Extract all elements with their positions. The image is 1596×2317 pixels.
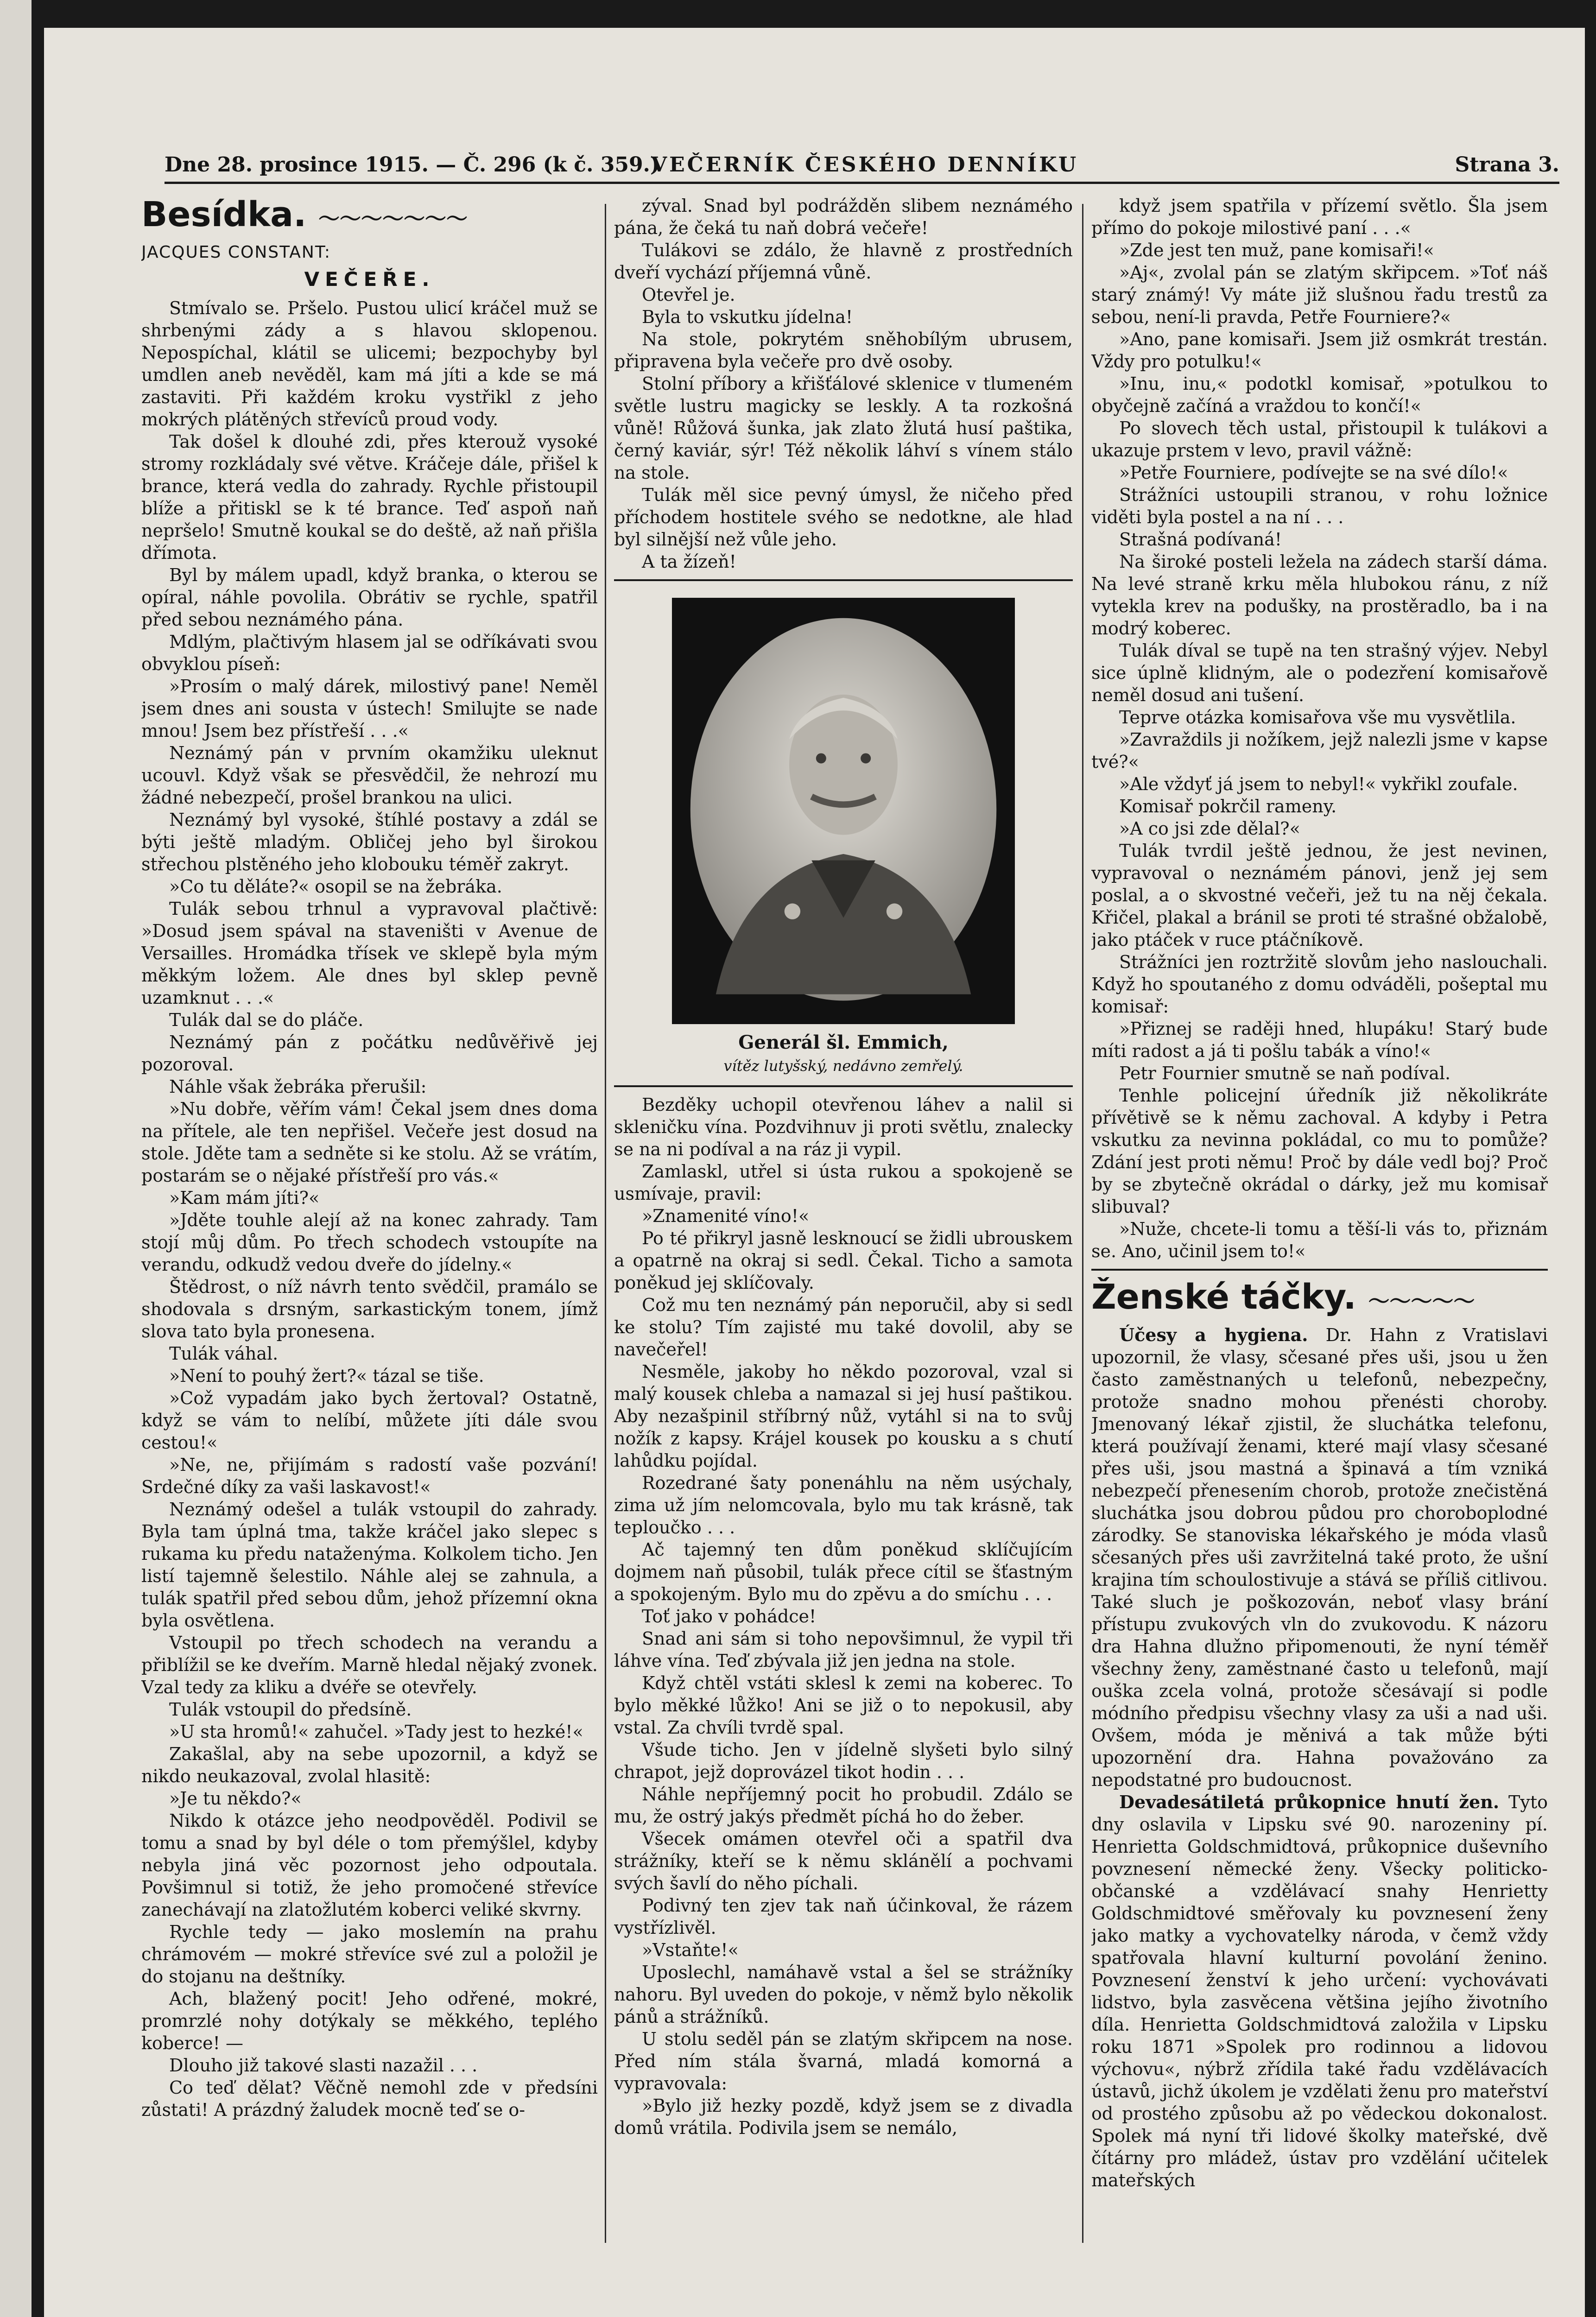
article-text: Tyto dny oslavila v Lipsku své 90. narozeniny pí. Henrietta Goldschmidtová, průkopnice duševního povznesení německé ženy. Všecky politicko-občanské a vzdělávací snahy Henrietty Goldschmidtové směřovaly ku povznesení ženy jako matky a vychovatelky národa, v čemž vždy spatřovala hlavní kulturní povolání ženino. Povznesení ženství k jeho určení: vychovávati lidstvo, byla zasvěcena většina jejího životního díla. Henrietta Goldschmidtová založila v Lipsku roku 1871 »Spolek pro rodinnou a lidovou výchovu«, nýbrž zřídila také řadu vzdělávacích ústavů, jichž úkolem je vzdělati ženu pro mateřství od prostého způsobu až po vědeckou dokonalost. Spolek má nyní tři lidové školky mateřské, dvě čítárny pro mládež, ústav pro vzdělání učitelek mateřských xyxy=(1091,1792,1548,2190)
story-paragraph: Vstoupil po třech schodech na verandu a přiblížil se ke dveřím. Marně hledal nějaký zvonek. Vzal tedy za kliku a dvéře se otevřely. xyxy=(141,1633,598,1697)
story-paragraph: Teprve otázka komisařova vše mu vysvětlila. xyxy=(1119,707,1516,728)
story-paragraph: »Petře Fourniere, podívejte se na své dílo!« xyxy=(1119,462,1508,483)
column-1 xyxy=(141,195,598,2257)
story-paragraph: Neznámý odešel a tulák vstoupil do zahrady. Byla tam úplná tma, takže kráčel jako slepec s rukama ku předu nataženýma. Kolkolem ticho. Jen listí tajemně šelestilo. Náhle alej se zahnula, a tulák spatřil před sebou dům, jehož přízemní okna byla osvětlena. xyxy=(141,1499,598,1631)
portrait-figure xyxy=(614,598,1073,1077)
story-paragraph: Všude ticho. Jen v jídelně slyšeti bylo silný chrapot, jejž doprovázel tikot hodin . . . xyxy=(614,1740,1073,1782)
story-paragraph: Otevřel je. xyxy=(642,285,735,305)
story-paragraph: »Co tu děláte?« osopil se na žebráka. xyxy=(169,876,502,897)
story-paragraph: Nesměle, jakoby ho někdo pozoroval, vzal si malý kousek chleba a namazal si jej husí paštikou. Aby nezašpinil stříbrný nůž, vytáhl si na to svůj nožík z kapsy. Krájel kousek po kousku a s chutí lahůdku pojídal. xyxy=(614,1361,1073,1471)
story-paragraph: Zakašlal, aby na sebe upozornil, a když se nikdo neukazoval, zvolal hlasitě: xyxy=(141,1744,598,1786)
story-paragraph: Tak došel k dlouhé zdi, přes kterouž vysoké stromy rozkládaly své větve. Kráčeje dále, přišel k brance, která vedla do zahrady. Rychle přistoupil blíže a přitiskl se k té brance. Teď aspoň naň nepršelo! Smutně koukal se do deště, až naň přišla dřímota. xyxy=(141,431,598,563)
story-paragraph: »Kam mám jíti?« xyxy=(169,1188,320,1208)
story-paragraph: Tulákovi se zdálo, že hlavně z prostředních dveří vychází příjemná vůně. xyxy=(614,240,1073,283)
rubric-ornament: ～～～～～ xyxy=(1368,1289,1475,1314)
zenske-rubric xyxy=(1091,1277,1548,1321)
running-header xyxy=(165,149,1559,184)
story-paragraph: »Je tu někdo?« xyxy=(169,1788,302,1809)
story-paragraph: zýval. Snad byl podrážděn slibem neznámého pána, že čeká tu naň dobrá večeře! xyxy=(614,196,1073,238)
story-paragraph: Zamlaskl, utřel si ústa rukou a spokojeně se usmívaje, pravil: xyxy=(614,1161,1073,1204)
general-portrait-image xyxy=(684,610,1003,1012)
story-paragraph: Po té přikryl jasně lesknoucí se židli ubrouskem a opatrně na okraj si sedl. Čekal. Ticho a samota poněkud jej sklíčovaly. xyxy=(614,1228,1073,1293)
story-paragraph: Dlouho již takové slasti nazažil . . . xyxy=(169,2055,478,2076)
story-paragraph: »Bylo již hezky pozdě, když jsem se z divadla domů vrátila. Podivila jsem se nemálo, xyxy=(614,2095,1073,2138)
story-paragraph: Což mu ten neznámý pán neporučil, aby si sedl ke stolu? Tím zajisté mu také dovolil, aby se navečeřel! xyxy=(614,1295,1073,1360)
story-paragraph: Toť jako v pohádce! xyxy=(642,1606,817,1627)
story-paragraph: »Zavraždils ji nožíkem, jejž nalezli jsme v kapse tvé?« xyxy=(1091,729,1548,772)
story-paragraph: Náhle nepříjemný pocit ho probudil. Zdálo se mu, že ostrý jakýs předmět píchá ho do žeber. xyxy=(614,1784,1073,1827)
column-2 xyxy=(614,195,1073,2257)
story-paragraph: Snad ani sám si toho nepovšimnul, že vypil tři láhve vína. Teď zbývala již jen jedna na stole. xyxy=(614,1628,1073,1671)
story-title: VEČEŘE. xyxy=(304,268,435,291)
story-paragraph: Tulák tvrdil ještě jednou, že jest nevinen, vypravoval o neznámém pánovi, jenž jej sem poslal, a o skvostné večeři, jež tu na něj čekala. Křičel, plakal a bránil se proti té strašné obžalobě, jako ptáček v ruce ptáčníkově. xyxy=(1091,841,1548,950)
story-body-col2-top xyxy=(614,195,1073,573)
story-paragraph: Neznámý pán z počátku nedůvěřivě jej pozoroval. xyxy=(141,1032,598,1075)
rubric-title: Besídka. xyxy=(141,195,307,234)
story-paragraph: »Zde jest ten muž, pane komisaři!« xyxy=(1119,240,1434,260)
story-paragraph: U stolu seděl pán se zlatým skřipcem na nose. Před ním stála švarná, mladá komorná a vypravovala: xyxy=(614,2029,1073,2094)
section-rule xyxy=(614,579,1073,581)
story-paragraph: Tulák měl sice pevný úmysl, že ničeho před příchodem hostitele svého se nedotkne, ale hlad byl silnější než vůle jeho. xyxy=(614,485,1073,550)
article-paragraph xyxy=(1091,1791,1548,2191)
story-paragraph: »Znamenité víno!« xyxy=(642,1206,810,1226)
story-paragraph: Mdlým, plačtivým hlasem jal se odříkávati svou obvyklou píseň: xyxy=(141,632,598,674)
story-paragraph: Rozedrané šaty ponenáhlu na něm usýchaly, zima už jím nelomcovala, bylo mu tak krásně, tak teploučko . . . xyxy=(614,1473,1073,1538)
story-paragraph: »Není to pouhý žert?« tázal se tiše. xyxy=(169,1366,484,1386)
column-3 xyxy=(1091,195,1548,2257)
story-paragraph: Neznámý byl vysoké, štíhlé postavy a zdál se býti ještě mladým. Obličej jeho byl širokou střechou plstěného jeho klobouku téměř zakryt. xyxy=(141,810,598,874)
story-body-col3 xyxy=(1091,195,1548,1262)
story-paragraph: Neznámý pán v prvním okamžiku uleknut ucouvl. Když však se přesvědčil, že nehrozí mu žádné nebezpečí, prošel brankou na ulici. xyxy=(141,743,598,808)
story-paragraph: Petr Fournier smutně se naň podíval. xyxy=(1119,1063,1451,1083)
story-paragraph: Podivný ten zjev tak naň účinkoval, že rázem vystřízlivěl. xyxy=(614,1895,1073,1938)
story-paragraph: Strašná podívaná! xyxy=(1119,529,1282,550)
story-paragraph: A ta žízeň! xyxy=(642,551,736,572)
story-paragraph: Uposlechl, namáhavě vstal a šel se strážníky nahoru. Byl uveden do pokoje, v němž bylo několik pánů a strážníků. xyxy=(614,1962,1073,2027)
story-paragraph: Tulák váhal. xyxy=(169,1343,279,1364)
story-paragraph: »Ne, ne, přijímám s radostí vaše pozvání! Srdečné díky za vaši laskavost!« xyxy=(141,1455,598,1497)
issue-date: Dne 28. prosince 1915. — Č. 296 (k č. 359.) xyxy=(165,153,660,177)
portrait-caption: Generál šl. Emmich, xyxy=(738,1032,949,1053)
story-paragraph: Strážníci jen roztržitě slovům jeho naslouchali. Když ho spoutaného z domu odváděli, pošeptal mu komisař: xyxy=(1091,952,1548,1017)
story-paragraph: Co teď dělat? Věčně nemohl zde v předsíni zůstati! A prázdný žaludek mocně teď se o- xyxy=(141,2077,598,2120)
story-paragraph: »Ano, pane komisaři. Jsem již osmkrát trestán. Vždy pro potulku!« xyxy=(1091,329,1548,372)
story-body-col1 xyxy=(141,297,598,2121)
masthead-title: VEČERNÍK ČESKÉHO DENNÍKU xyxy=(651,153,1079,177)
story-paragraph: »Inu, inu,« podotkl komisař, »potulkou to obyčejně začíná a vraždou to končí!« xyxy=(1091,374,1548,416)
story-paragraph: Když chtěl vstáti sklesl k zemi na koberec. To bylo měkké lůžko! Ani se již o to nepokusil, aby vstal. Za chvíli tvrdě spal. xyxy=(614,1673,1073,1738)
story-paragraph: Stolní příbory a křišťálové sklenice v tlumeném světle lustru magicky se leskly. A ta rozkošná vůně! Růžová šunka, jak zlato žlutá husí paštika, černý kaviár, sýr! Též několik láhví s vínem stálo na stole. xyxy=(614,374,1073,483)
story-paragraph: Po slovech těch ustal, přistoupil k tulákovi a ukazuje prstem v levo, pravil vážně: xyxy=(1091,418,1548,461)
story-paragraph: »U sta hromů!« zahučel. »Tady jest to hezké!« xyxy=(169,1722,583,1742)
story-paragraph: »Ale vždyť já jsem to nebyl!« vykřikl zoufale. xyxy=(1119,774,1518,794)
story-paragraph: »Nuže, chcete-li tomu a těší-li vás to, přiznám se. Ano, učinil jsem to!« xyxy=(1091,1219,1548,1261)
article-paragraph xyxy=(1091,1324,1548,1791)
page-number: Strana 3. xyxy=(1455,153,1559,177)
story-paragraph: »Což vypadám jako bych žertoval? Ostatně, když se vám to nelíbí, můžete jíti dále svou cestou!« xyxy=(141,1388,598,1453)
story-paragraph: »Přiznej se raději hned, hlupáku! Starý bude míti radost a já ti pošlu tabák a víno!« xyxy=(1091,1019,1548,1061)
newspaper-page xyxy=(44,28,1585,2317)
story-paragraph: Na stole, pokrytém sněhobílým ubrusem, připravena byla večeře pro dvě osoby. xyxy=(614,329,1073,372)
story-paragraph: Ač tajemný ten dům poněkud sklíčujícím dojmem naň působil, tulák přece cítil se šťastným a spokojeným. Bylo mu do zpěvu a do smíchu . . . xyxy=(614,1539,1073,1604)
adjacent-page-strip xyxy=(0,0,32,2317)
article-text: Dr. Hahn z Vratislavi upozornil, že vlasy, sčesané přes uši, jsou u žen často zaměstnaných u telefonů, nebezpečny, protože snadno mohou přenésti choroby. Jmenovaný lékař zjistil, že sluchátka telefonu, která používají ženami, které mají vlasy sčesané přes uši, jsou mastná a špinavá a tím vzniká nebezpečí přenesením chorob, protože znečistěná sluchátka jsou dobrou půdou pro choroboplodné zárodky. Se stanoviska lékařského je móda vlasů sčesaných přes uši zavržitelná také proto, že ušní krajina tím schoulostivuje a stává se příliš citlivou. Také sluch je poškozován, neboť vlasy brání přístupu zvukových vln do zvukovodu. K názoru dra Hahna dlužno připomenouti, že nyní téměř všechny ženy, zaměstnané často u telefonů, mají ouška zcela volná, protože sčesávají si podle módního předpisu všechny vlasy za uši a nad uši. Ovšem, móda je měnivá a tak může býti upozornění dra. Hahna považováno za nepodstatné pro budoucnost. xyxy=(1091,1325,1548,1790)
story-paragraph: »Prosím o malý dárek, milostivý pane! Neměl jsem dnes ani sousta v ústech! Smilujte se nade mnou! Jsem bez přístřeší . . .« xyxy=(141,676,598,741)
story-paragraph: Stmívalo se. Pršelo. Pustou ulicí kráčel muž se shrbenými zády a s hlavou sklopenou. Nepospíchal, klátil se ulicemi; bezpochyby byl umdlen aneb nevěděl, kam má jíti a kde se má zastaviti. Při každém kroku vystřikl z jeho mokrých plátěných střevíců proud vody. xyxy=(141,298,598,430)
story-author: JACQUES CONSTANT: xyxy=(141,243,331,262)
story-paragraph: Byl by málem upadl, když branka, o kterou se opíral, náhle povolila. Obrátiv se rychle, spatřil před sebou neznámého pána. xyxy=(141,565,598,630)
story-paragraph: Náhle však žebráka přerušil: xyxy=(169,1076,427,1097)
section-rule xyxy=(1091,1269,1548,1271)
column-rule xyxy=(1082,204,1083,2243)
besidka-rubric xyxy=(141,195,598,239)
section-rule xyxy=(614,1085,1073,1087)
portrait-frame xyxy=(672,598,1015,1024)
story-paragraph: když jsem spatřila v přízemí světlo. Šla jsem přímo do pokoje milostivé paní . . .« xyxy=(1091,196,1548,238)
story-paragraph: »A co jsi zde dělal?« xyxy=(1119,818,1300,839)
article-lead: Devadesátiletá průkopnice hnutí žen. xyxy=(1119,1792,1500,1812)
story-paragraph: Tulák díval se tupě na ten strašný výjev. Nebyl sice úplně klidným, ale o podezření komisařově neměl dosud ani tušení. xyxy=(1091,640,1548,705)
story-paragraph: Tulák sebou trhnul a vypravoval plačtivě: »Dosud jsem spával na staveništi v Avenue de Versailles. Hromádka třísek ve sklepě byla mým měkkým ložem. Ale dnes byl sklep pevně uzamknut . . .« xyxy=(141,899,598,1008)
story-paragraph: »Nu dobře, věřím vám! Čekal jsem dnes doma na přítele, ale ten nepřišel. Večeře jest dosud na stole. Jděte tam a sedněte si ke stolu. Až se vrátím, postarám se o nějaké přístřeší pro vás.« xyxy=(141,1099,598,1186)
story-paragraph: Štědrost, o níž návrh tento svědčil, pramálo se shodovala s drsným, sarkastickým tonem, jímž slova tato byla pronesena. xyxy=(141,1277,598,1342)
story-paragraph: Ach, blažený pocit! Jeho odřené, mokré, promrzlé nohy dotýkaly se měkkého, teplého koberce! — xyxy=(141,1988,598,2053)
column-rule xyxy=(605,204,606,2243)
story-paragraph: »Jděte touhle alejí až na konec zahrady. Tam stojí můj dům. Po třech schodech vstoupíte na verandu, odkudž vedou dveře do jídelny.« xyxy=(141,1210,598,1275)
rubric-ornament: ～～～～～～～ xyxy=(318,206,468,231)
portrait-subcaption: vítěz lutyšský, nedávno zemřelý. xyxy=(723,1057,963,1075)
story-paragraph: Rychle tedy — jako moslemín na prahu chrámovém — mokré střevíce své zul a položil je do stojanu na deštníky. xyxy=(141,1922,598,1987)
article-lead: Účesy a hygiena. xyxy=(1119,1324,1308,1345)
story-paragraph: Tulák vstoupil do předsíně. xyxy=(169,1699,412,1720)
story-paragraph: Komisař pokrčil rameny. xyxy=(1119,796,1337,817)
story-paragraph: Všecek omámen otevřel oči a spatřil dva strážníky, kteří se k němu sklánělí a pochvami svých šavlí do něho píchali. xyxy=(614,1829,1073,1893)
rubric-title: Ženské táčky. xyxy=(1091,1277,1356,1317)
story-paragraph: Na široké posteli ležela na zádech starší dáma. Na levé straně krku měla hlubokou ránu, z níž vytekla krev na podušky, na prostěradlo, ba i na modrý koberec. xyxy=(1091,551,1548,639)
story-paragraph: »Vstaňte!« xyxy=(642,1940,739,1960)
story-paragraph: »Aj«, zvolal pán se zlatým skřipcem. »Toť náš starý známý! Vy máte již slušnou řadu trestů za sebou, není-li pravda, Petře Fourniere?« xyxy=(1091,262,1548,327)
story-body-col2-bottom xyxy=(614,1094,1073,2139)
story-paragraph: Bezděky uchopil otevřenou láhev a nalil si skleničku vína. Pozdvihnuv ji proti světlu, znalecky se na ni podíval a na ráz ji vypil. xyxy=(614,1095,1073,1159)
story-paragraph: Byla to vskutku jídelna! xyxy=(642,307,853,327)
story-paragraph: Tulák dal se do pláče. xyxy=(169,1010,364,1030)
story-paragraph: Strážníci ustoupili stranou, v rohu ložnice viděti byla postel a na ní . . . xyxy=(1091,485,1548,527)
story-paragraph: Tenhle policejní úředník již několikráte přívětivě se k němu zachoval. A kdyby i Petra vskutku za nevinna pokládal, co mu to pomůže? Zdání jest proti němu! Proč by dále vedl boj? Proč by se zbytečně okrádal o dárky, jež mu komisař slibuval? xyxy=(1091,1085,1548,1217)
story-paragraph: Nikdo k otázce jeho neodpověděl. Podivil se tomu a snad by byl déle o tom přemýšlel, kdyby nebyla jiná věc pozornost jeho odpoutala. Povšimnul si totiž, že jeho promočené střevíce zanechávají na zlatožlutém koberci veliké skvrny. xyxy=(141,1811,598,1920)
